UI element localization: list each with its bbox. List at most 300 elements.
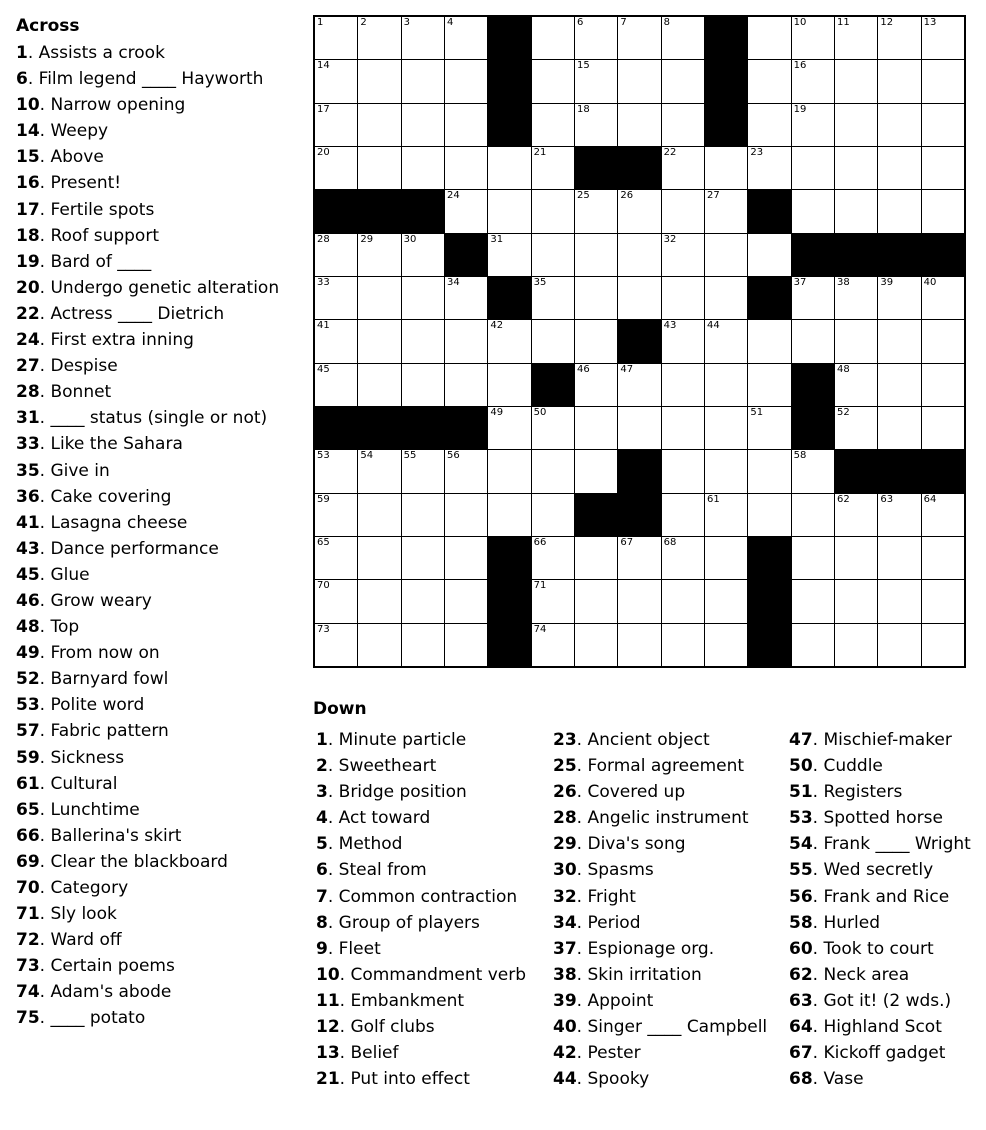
down-clue-68[interactable] <box>789 1066 985 1092</box>
grid-cell[interactable] <box>792 320 834 362</box>
grid-cell[interactable] <box>922 277 964 319</box>
grid-cell[interactable] <box>792 277 834 319</box>
grid-cell[interactable] <box>488 407 530 449</box>
grid-cell[interactable] <box>748 407 790 449</box>
down-clue-25[interactable] <box>553 753 785 779</box>
across-clue-53[interactable] <box>16 692 306 718</box>
down-clue-30[interactable] <box>553 857 785 883</box>
clue-text: . Sweetheart <box>327 756 437 777</box>
grid-cell[interactable] <box>315 580 357 622</box>
grid-cell[interactable] <box>358 277 400 319</box>
grid-cell[interactable] <box>662 450 704 492</box>
clue-text: . Give in <box>39 460 110 481</box>
clue-number: 61 <box>16 773 40 794</box>
grid-cell[interactable] <box>792 190 834 232</box>
grid-cell[interactable] <box>402 537 444 579</box>
grid-cell[interactable] <box>878 494 920 536</box>
down-clue-47[interactable] <box>789 727 985 753</box>
grid-cell[interactable] <box>662 17 704 59</box>
cell-number: 62 <box>836 493 850 505</box>
down-clue-63[interactable] <box>789 988 985 1014</box>
grid-cell[interactable] <box>662 537 704 579</box>
grid-cell[interactable] <box>315 104 357 146</box>
grid-cell[interactable] <box>835 104 877 146</box>
grid-cell[interactable] <box>878 190 920 232</box>
clue-number: 31 <box>16 408 40 429</box>
across-clue-15[interactable] <box>16 144 306 170</box>
grid-cell[interactable] <box>748 60 790 102</box>
grid-cell[interactable] <box>445 17 487 59</box>
grid-cell[interactable] <box>532 494 574 536</box>
grid-cell[interactable] <box>748 234 790 276</box>
grid-cell[interactable] <box>878 580 920 622</box>
cell-number: 6 <box>576 17 584 28</box>
grid-cell[interactable] <box>618 104 660 146</box>
grid-cell[interactable] <box>618 364 660 406</box>
across-clue-17[interactable] <box>16 197 306 223</box>
across-clue-16[interactable] <box>16 170 306 196</box>
across-clue-74[interactable] <box>16 979 306 1005</box>
grid-cell[interactable] <box>575 320 617 362</box>
grid-cell[interactable] <box>835 17 877 59</box>
across-clue-59[interactable] <box>16 745 306 771</box>
grid-cell[interactable] <box>315 17 357 59</box>
down-clue-39[interactable] <box>553 988 785 1014</box>
cell-number: 27 <box>706 190 720 202</box>
grid-cell[interactable] <box>315 494 357 536</box>
grid-cell[interactable] <box>402 60 444 102</box>
clue-number: 69 <box>16 851 40 872</box>
grid-cell[interactable] <box>705 147 747 189</box>
grid-cell[interactable] <box>705 494 747 536</box>
across-clue-49[interactable] <box>16 640 306 666</box>
grid-cell[interactable] <box>575 17 617 59</box>
grid-cell[interactable] <box>835 407 877 449</box>
down-clue-38[interactable] <box>553 962 785 988</box>
grid-cell[interactable] <box>922 364 964 406</box>
grid-cell[interactable] <box>705 624 747 666</box>
down-clue-62[interactable] <box>789 962 985 988</box>
grid-cell[interactable] <box>358 17 400 59</box>
grid-cell[interactable] <box>662 624 704 666</box>
across-clue-33[interactable] <box>16 431 306 457</box>
across-clue-24[interactable] <box>16 327 306 353</box>
grid-cell[interactable] <box>445 320 487 362</box>
grid-cell[interactable] <box>835 580 877 622</box>
grid-cell[interactable] <box>878 537 920 579</box>
grid-cell[interactable] <box>402 17 444 59</box>
down-clue-53[interactable] <box>789 805 985 831</box>
grid-cell[interactable] <box>532 320 574 362</box>
across-clue-22[interactable] <box>16 301 306 327</box>
across-clue-73[interactable] <box>16 953 306 979</box>
down-clue-8[interactable] <box>316 910 548 936</box>
across-clue-72[interactable] <box>16 927 306 953</box>
grid-cell[interactable] <box>358 104 400 146</box>
across-clue-61[interactable] <box>16 771 306 797</box>
down-clue-6[interactable] <box>316 857 548 883</box>
grid-cell[interactable] <box>618 277 660 319</box>
grid-cell[interactable] <box>618 60 660 102</box>
clue-number: 18 <box>16 225 40 246</box>
grid-cell[interactable] <box>618 537 660 579</box>
grid-cell[interactable] <box>575 60 617 102</box>
across-clue-65[interactable] <box>16 797 306 823</box>
grid-cell[interactable] <box>705 320 747 362</box>
grid-cell[interactable] <box>748 147 790 189</box>
grid-cell[interactable] <box>532 624 574 666</box>
cell-number: 73 <box>317 623 330 635</box>
across-clue-43[interactable] <box>16 536 306 562</box>
across-clue-18[interactable] <box>16 223 306 249</box>
across-clue-45[interactable] <box>16 562 306 588</box>
grid-cell[interactable] <box>575 580 617 622</box>
grid-cell[interactable] <box>445 364 487 406</box>
across-clue-19[interactable] <box>16 249 306 275</box>
across-clue-list <box>16 40 306 1032</box>
across-clue-48[interactable] <box>16 614 306 640</box>
grid-cell[interactable] <box>705 364 747 406</box>
grid-cell[interactable] <box>792 60 834 102</box>
clue-text: . Period <box>576 912 641 933</box>
grid-cell[interactable] <box>618 580 660 622</box>
grid-cell[interactable] <box>705 450 747 492</box>
grid-cell[interactable] <box>575 364 617 406</box>
grid-cell[interactable] <box>662 190 704 232</box>
down-clue-5[interactable] <box>316 831 548 857</box>
grid-cell[interactable] <box>618 17 660 59</box>
grid-cell[interactable] <box>878 407 920 449</box>
black-square <box>748 190 790 232</box>
grid-cell[interactable] <box>532 537 574 579</box>
grid-cell[interactable] <box>922 147 964 189</box>
clue-text: . Frank and Rice <box>812 886 950 907</box>
grid-cell[interactable] <box>402 494 444 536</box>
grid-cell[interactable] <box>315 537 357 579</box>
grid-cell[interactable] <box>705 407 747 449</box>
down-clue-2[interactable] <box>316 753 548 779</box>
grid-cell[interactable] <box>922 190 964 232</box>
grid-cell[interactable] <box>922 60 964 102</box>
grid-cell[interactable] <box>878 364 920 406</box>
down-clue-10[interactable] <box>316 962 548 988</box>
clue-number: 47 <box>789 730 813 750</box>
grid-cell[interactable] <box>835 494 877 536</box>
grid-cell[interactable] <box>532 234 574 276</box>
down-clue-28[interactable] <box>553 805 785 831</box>
grid-cell[interactable] <box>618 234 660 276</box>
grid-cell[interactable] <box>662 277 704 319</box>
grid-cell[interactable] <box>402 234 444 276</box>
grid-cell[interactable] <box>878 320 920 362</box>
grid-cell[interactable] <box>402 147 444 189</box>
grid-cell[interactable] <box>358 494 400 536</box>
grid-cell[interactable] <box>488 190 530 232</box>
grid-cell[interactable] <box>532 407 574 449</box>
clue-number: 11 <box>316 990 340 1011</box>
grid-cell[interactable] <box>922 104 964 146</box>
grid-cell[interactable] <box>662 320 704 362</box>
down-clue-3[interactable] <box>316 779 548 805</box>
grid-cell[interactable] <box>358 234 400 276</box>
across-clue-75[interactable] <box>16 1005 306 1031</box>
grid-cell[interactable] <box>445 147 487 189</box>
grid-cell[interactable] <box>358 320 400 362</box>
grid-cell[interactable] <box>402 104 444 146</box>
cell-number: 50 <box>533 406 547 418</box>
grid-cell[interactable] <box>402 364 444 406</box>
down-clue-58[interactable] <box>789 910 985 936</box>
grid-cell[interactable] <box>575 104 617 146</box>
grid-cell[interactable] <box>402 624 444 666</box>
grid-cell[interactable] <box>315 624 357 666</box>
grid-cell[interactable] <box>488 364 530 406</box>
grid-cell[interactable] <box>792 537 834 579</box>
down-clue-1[interactable] <box>316 727 548 753</box>
grid-cell[interactable] <box>315 60 357 102</box>
down-clue-9[interactable] <box>316 936 548 962</box>
grid-cell[interactable] <box>445 104 487 146</box>
clue-number: 65 <box>16 799 40 820</box>
grid-cell[interactable] <box>532 60 574 102</box>
grid-cell[interactable] <box>748 17 790 59</box>
grid-cell[interactable] <box>358 450 400 492</box>
across-clue-35[interactable] <box>16 458 306 484</box>
grid-cell[interactable] <box>445 190 487 232</box>
grid-cell[interactable] <box>575 234 617 276</box>
down-clue-21[interactable] <box>316 1066 548 1092</box>
grid-cell[interactable] <box>488 147 530 189</box>
grid-cell[interactable] <box>922 580 964 622</box>
down-clue-12[interactable] <box>316 1014 548 1040</box>
grid-cell[interactable] <box>532 580 574 622</box>
grid-cell[interactable] <box>835 624 877 666</box>
down-clue-7[interactable] <box>316 884 548 910</box>
cell-number: 18 <box>576 103 590 115</box>
grid-cell[interactable] <box>878 17 920 59</box>
grid-cell[interactable] <box>878 624 920 666</box>
grid-cell[interactable] <box>878 277 920 319</box>
black-square <box>618 320 660 362</box>
across-clue-1[interactable] <box>16 40 306 66</box>
down-clue-11[interactable] <box>316 988 548 1014</box>
grid-cell[interactable] <box>358 537 400 579</box>
grid-cell[interactable] <box>445 494 487 536</box>
grid-cell[interactable] <box>488 234 530 276</box>
across-clue-66[interactable] <box>16 823 306 849</box>
grid-cell[interactable] <box>445 450 487 492</box>
grid-cell[interactable] <box>532 17 574 59</box>
grid-cell[interactable] <box>792 624 834 666</box>
down-clue-4[interactable] <box>316 805 548 831</box>
grid-cell[interactable] <box>835 277 877 319</box>
grid-cell[interactable] <box>488 320 530 362</box>
grid-cell[interactable] <box>705 234 747 276</box>
clue-number: 46 <box>16 590 40 611</box>
grid-cell[interactable] <box>315 320 357 362</box>
grid-cell[interactable] <box>618 624 660 666</box>
across-clue-36[interactable] <box>16 484 306 510</box>
grid-cell[interactable] <box>922 537 964 579</box>
grid-cell[interactable] <box>532 277 574 319</box>
grid-cell[interactable] <box>835 364 877 406</box>
grid-cell[interactable] <box>705 277 747 319</box>
across-clue-41[interactable] <box>16 510 306 536</box>
black-square <box>618 450 660 492</box>
grid-cell[interactable] <box>878 147 920 189</box>
down-clue-23[interactable] <box>553 727 785 753</box>
clue-text: . Hurled <box>812 912 880 933</box>
grid-cell[interactable] <box>835 60 877 102</box>
grid-cell[interactable] <box>662 147 704 189</box>
down-clue-60[interactable] <box>789 936 985 962</box>
grid-cell[interactable] <box>445 277 487 319</box>
grid-cell[interactable] <box>792 17 834 59</box>
grid-cell[interactable] <box>315 364 357 406</box>
clue-text: . Certain poems <box>39 956 175 977</box>
across-clue-69[interactable] <box>16 849 306 875</box>
down-clue-67[interactable] <box>789 1040 985 1066</box>
cell-number: 20 <box>317 146 330 158</box>
down-clue-44[interactable] <box>553 1066 785 1092</box>
grid-cell[interactable] <box>792 494 834 536</box>
grid-cell[interactable] <box>445 537 487 579</box>
grid-cell[interactable] <box>358 580 400 622</box>
clue-text: . Film legend ____ Hayworth <box>27 69 264 90</box>
across-clue-71[interactable] <box>16 901 306 927</box>
down-clue-54[interactable] <box>789 831 985 857</box>
grid-cell[interactable] <box>662 104 704 146</box>
down-clue-51[interactable] <box>789 779 985 805</box>
grid-cell[interactable] <box>792 147 834 189</box>
down-clue-50[interactable] <box>789 753 985 779</box>
down-clue-29[interactable] <box>553 831 785 857</box>
grid-cell[interactable] <box>488 494 530 536</box>
grid-cell[interactable] <box>662 364 704 406</box>
grid-cell[interactable] <box>532 147 574 189</box>
down-clue-32[interactable] <box>553 884 785 910</box>
down-clue-56[interactable] <box>789 884 985 910</box>
clue-text: . Pester <box>576 1043 641 1064</box>
down-clue-26[interactable] <box>553 779 785 805</box>
grid-cell[interactable] <box>792 580 834 622</box>
grid-cell[interactable] <box>315 277 357 319</box>
grid-cell[interactable] <box>575 624 617 666</box>
across-clue-27[interactable] <box>16 353 306 379</box>
grid-cell[interactable] <box>792 104 834 146</box>
grid-cell[interactable] <box>315 234 357 276</box>
grid-cell[interactable] <box>575 450 617 492</box>
grid-cell[interactable] <box>662 494 704 536</box>
grid-cell[interactable] <box>662 407 704 449</box>
grid-cell[interactable] <box>878 60 920 102</box>
grid-cell[interactable] <box>445 624 487 666</box>
grid-cell[interactable] <box>445 580 487 622</box>
grid-cell[interactable] <box>792 450 834 492</box>
grid-cell[interactable] <box>705 580 747 622</box>
grid-cell[interactable] <box>618 190 660 232</box>
grid-cell[interactable] <box>922 624 964 666</box>
grid-cell[interactable] <box>532 450 574 492</box>
across-clue-14[interactable] <box>16 118 306 144</box>
grid-cell[interactable] <box>922 320 964 362</box>
down-clue-34[interactable] <box>553 910 785 936</box>
clue-number: 52 <box>16 669 40 690</box>
grid-cell[interactable] <box>575 190 617 232</box>
grid-cell[interactable] <box>532 104 574 146</box>
across-clue-28[interactable] <box>16 379 306 405</box>
grid-cell[interactable] <box>358 147 400 189</box>
grid-cell[interactable] <box>748 494 790 536</box>
down-clue-42[interactable] <box>553 1040 785 1066</box>
grid-cell[interactable] <box>402 450 444 492</box>
across-clue-31[interactable] <box>16 405 306 431</box>
grid-cell[interactable] <box>705 190 747 232</box>
grid-cell[interactable] <box>402 320 444 362</box>
down-clue-13[interactable] <box>316 1040 548 1066</box>
grid-cell[interactable] <box>878 104 920 146</box>
grid-cell[interactable] <box>488 450 530 492</box>
grid-cell[interactable] <box>922 407 964 449</box>
grid-cell[interactable] <box>922 17 964 59</box>
clue-text: . Cuddle <box>812 756 883 777</box>
grid-cell[interactable] <box>618 407 660 449</box>
grid-cell[interactable] <box>358 60 400 102</box>
grid-cell[interactable] <box>575 277 617 319</box>
down-clue-column-2 <box>553 727 785 1092</box>
grid-cell[interactable] <box>748 450 790 492</box>
grid-cell[interactable] <box>532 190 574 232</box>
down-clue-64[interactable] <box>789 1014 985 1040</box>
across-clue-52[interactable] <box>16 666 306 692</box>
across-clue-70[interactable] <box>16 875 306 901</box>
grid-cell[interactable] <box>662 580 704 622</box>
across-clue-6[interactable] <box>16 66 306 92</box>
grid-cell[interactable] <box>835 537 877 579</box>
grid-cell[interactable] <box>575 407 617 449</box>
grid-cell[interactable] <box>748 364 790 406</box>
grid-cell[interactable] <box>358 624 400 666</box>
grid-cell[interactable] <box>748 320 790 362</box>
across-clue-46[interactable] <box>16 588 306 614</box>
grid-cell[interactable] <box>402 580 444 622</box>
clue-text: . Bridge position <box>327 782 467 803</box>
grid-cell[interactable] <box>705 537 747 579</box>
grid-cell[interactable] <box>445 60 487 102</box>
grid-cell[interactable] <box>922 494 964 536</box>
grid-cell[interactable] <box>748 104 790 146</box>
grid-cell[interactable] <box>575 537 617 579</box>
grid-cell[interactable] <box>835 190 877 232</box>
across-clue-10[interactable] <box>16 92 306 118</box>
down-clue-37[interactable] <box>553 936 785 962</box>
across-clue-57[interactable] <box>16 718 306 744</box>
grid-cell[interactable] <box>835 320 877 362</box>
across-clue-20[interactable] <box>16 275 306 301</box>
grid-cell[interactable] <box>662 60 704 102</box>
down-clue-55[interactable] <box>789 857 985 883</box>
cell-number: 28 <box>317 233 330 245</box>
grid-cell[interactable] <box>358 364 400 406</box>
grid-cell[interactable] <box>835 147 877 189</box>
down-clue-40[interactable] <box>553 1014 785 1040</box>
grid-cell[interactable] <box>315 450 357 492</box>
clue-number: 55 <box>789 860 813 881</box>
grid-cell[interactable] <box>402 277 444 319</box>
clue-number: 9 <box>316 938 328 959</box>
grid-cell[interactable] <box>315 147 357 189</box>
grid-cell[interactable] <box>662 234 704 276</box>
